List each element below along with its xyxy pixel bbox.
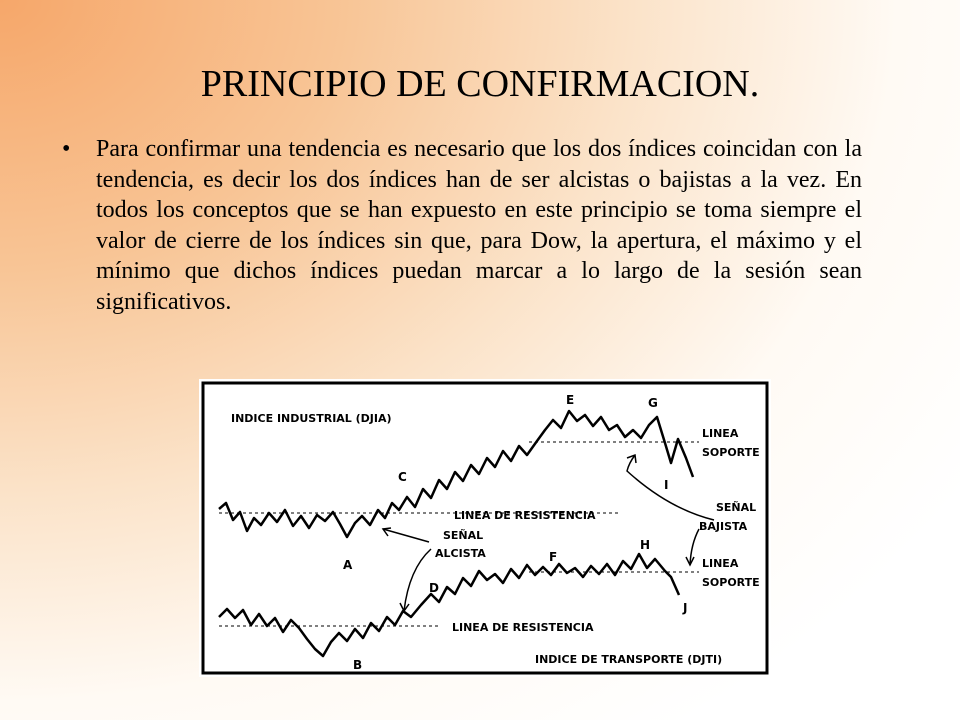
bearish-signal-label-line1: SEÑAL bbox=[716, 501, 757, 514]
point-i-label: I bbox=[664, 478, 669, 492]
bullet-dot: • bbox=[62, 136, 71, 162]
point-j-label: J bbox=[683, 601, 688, 615]
djia-label: INDICE INDUSTRIAL (DJIA) bbox=[231, 412, 392, 425]
djti-label: INDICE DE TRANSPORTE (DJTI) bbox=[535, 653, 723, 666]
bottom-resistance-label: LINEA DE RESISTENCIA bbox=[452, 621, 594, 634]
bullet-text: Para confirmar una tendencia es necesario que los dos índices coincidan con la tendencia, es decir los dos índices han de ser alcistas o bajistas a la vez. En todos los conceptos que se han expuesto en este principio se toma siempre el valor de cierre de los índices sin que, para Dow, la apertura, el máximo y el mínimo que dichos índices puedan marcar a lo largo de la sesión sean significativos. bbox=[96, 136, 862, 315]
top-support-label-line: LINEA bbox=[702, 427, 739, 440]
point-a-label: A bbox=[343, 558, 353, 572]
slide-title: PRINCIPIO DE CONFIRMACION. bbox=[200, 63, 760, 105]
bullish-signal-label-line1: SEÑAL bbox=[443, 529, 484, 542]
top-support-label-soporte: SOPORTE bbox=[702, 446, 760, 459]
point-d-label: D bbox=[429, 581, 439, 595]
point-f-label: F bbox=[549, 550, 558, 564]
bullish-signal-label-line2: ALCISTA bbox=[435, 547, 486, 560]
point-b-label: B bbox=[353, 658, 363, 672]
point-g-label: G bbox=[648, 396, 658, 410]
bottom-support-label-line: LINEA bbox=[702, 557, 739, 570]
bottom-support-label-soporte: SOPORTE bbox=[702, 576, 760, 589]
point-c-label: C bbox=[398, 470, 407, 484]
point-h-label: H bbox=[640, 538, 651, 552]
top-resistance-label: LINEA DE RESISTENCIA bbox=[454, 509, 596, 522]
bullet-item bbox=[62, 134, 862, 317]
point-e-label: E bbox=[566, 393, 575, 407]
dow-confirmation-figure bbox=[199, 379, 771, 677]
bearish-signal-label-line2: BAJISTA bbox=[699, 520, 748, 533]
